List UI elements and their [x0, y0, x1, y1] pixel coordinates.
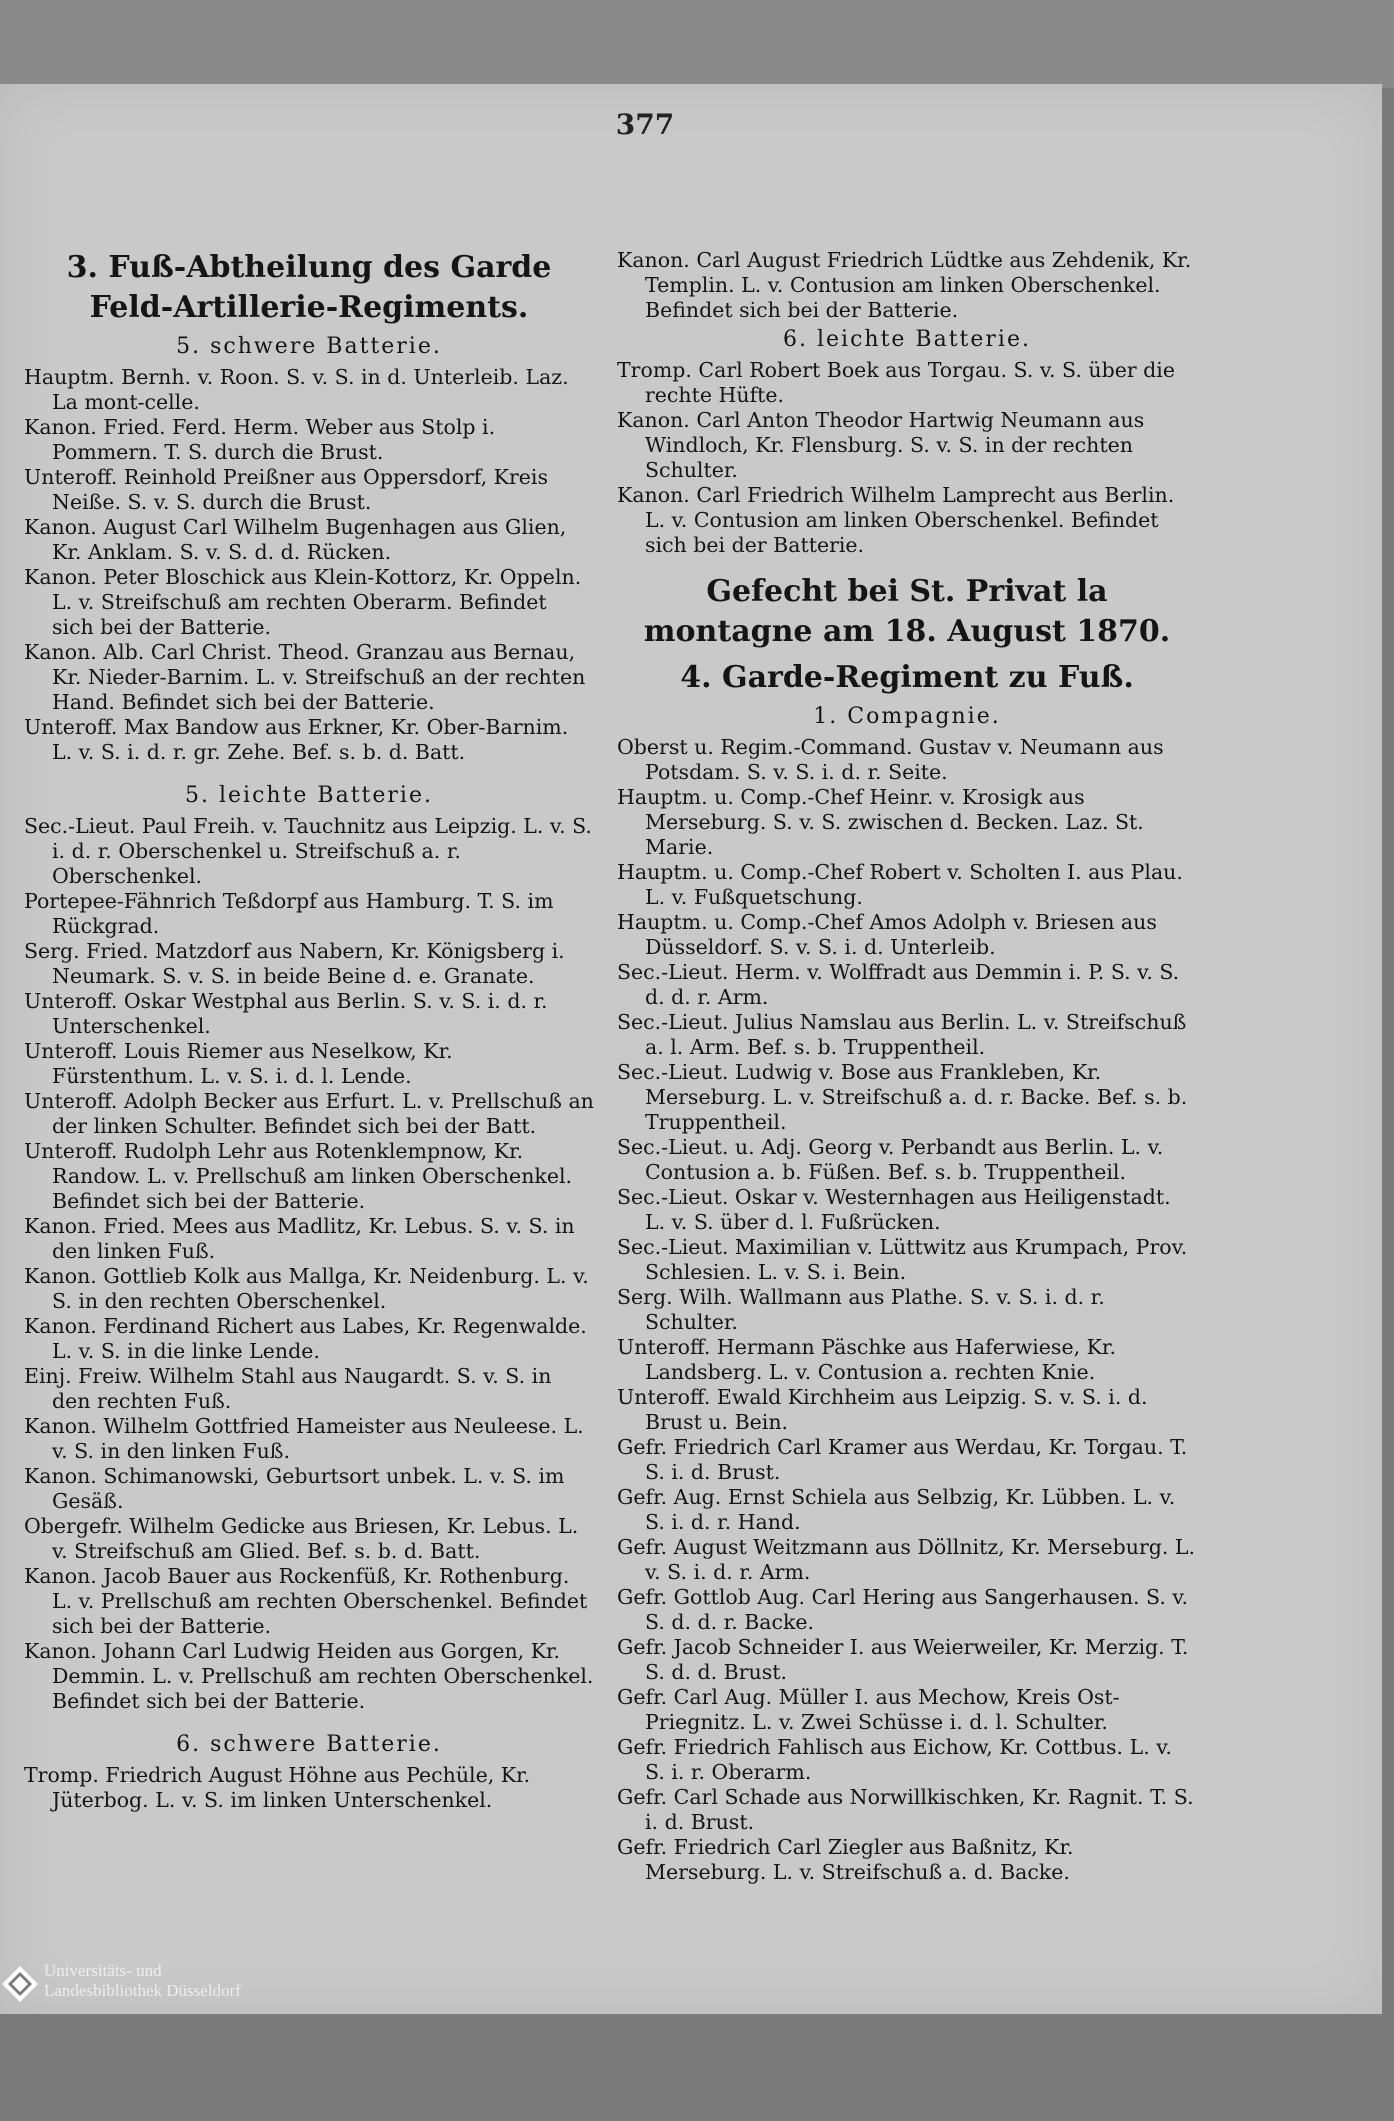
casualty-entry: Gefr. Jacob Schneider I. aus Weierweiler, Kr. Merzig. T. S. d. d. Brust. [617, 1635, 1189, 1684]
right-column [617, 248, 1197, 1885]
casualty-entry: Gefr. Aug. Ernst Schiela aus Selbzig, Kr. Lübben. L. v. S. i. d. r. Hand. [617, 1485, 1176, 1534]
casualty-entry: Portepee-Fähnrich Teßdorpf aus Hamburg. T. S. im Rückgrad. [24, 889, 554, 938]
casualty-entry: Kanon. August Carl Wilhelm Bugenhagen aus Glien, Kr. Anklam. S. v. S. d. d. Rücken. [24, 515, 567, 564]
company-title: 1. Compagnie. [813, 704, 1001, 729]
page-number: 377 [615, 108, 675, 141]
casualty-entry: Unteroff. Reinhold Preißner aus Oppersdorf, Kreis Neiße. S. v. S. durch die Brust. [24, 465, 548, 514]
casualty-entry: Hauptm. Bernh. v. Roon. S. v. S. in d. Unterleib. Laz. La mont-celle. [24, 365, 569, 414]
section-title: 5. schwere Batterie. [176, 334, 442, 359]
casualty-entry: Unteroff. Oskar Westphal aus Berlin. S. v. S. i. d. r. Unterschenkel. [24, 989, 548, 1038]
casualty-entry: Serg. Fried. Matzdorf aus Nabern, Kr. Königsberg i. Neumark. S. v. S. in beide Beine d. e. Granate. [24, 939, 565, 988]
casualty-entry: Sec.-Lieut. Paul Freih. v. Tauchnitz aus Leipzig. L. v. S. i. d. r. Oberschenkel u. Streifschuß a. r. Oberschenkel. [24, 814, 592, 888]
casualty-entry: Gefr. August Weitzmann aus Döllnitz, Kr. Merseburg. L. v. S. i. d. r. Arm. [617, 1535, 1196, 1584]
casualty-entry: Kanon. Jacob Bauer aus Rockenfüß, Kr. Rothenburg. L. v. Prellschuß am rechten Oberschenkel. Befindet sich bei der Batterie. [24, 1564, 588, 1638]
casualty-entry: Kanon. Schimanowski, Geburtsort unbek. L. v. S. im Gesäß. [24, 1464, 565, 1513]
casualty-entry: Kanon. Fried. Ferd. Herm. Weber aus Stolp i. Pommern. T. S. durch die Brust. [24, 415, 496, 464]
casualty-entry: Sec.-Lieut. u. Adj. Georg v. Perbandt aus Berlin. L. v. Contusion a. b. Füßen. Bef. s. b. Truppentheil. [617, 1135, 1164, 1184]
casualty-entry: Gefr. Carl Aug. Müller I. aus Mechow, Kreis Ost-Priegnitz. L. v. Zwei Schüsse i. d. l. Schulter. [617, 1685, 1120, 1734]
scan-background-top [0, 0, 1394, 88]
casualty-entry: Gefr. Carl Schade aus Norwillkischken, Kr. Ragnit. T. S. i. d. Brust. [617, 1785, 1194, 1834]
section-title: 6. leichte Batterie. [783, 327, 1031, 352]
section-title: 5. leichte Batterie. [185, 783, 433, 808]
casualty-entry: Tromp. Friedrich August Höhne aus Pechüle, Kr. Jüterbog. L. v. S. im linken Unterschenkel. [24, 1763, 531, 1812]
casualty-entry: Hauptm. u. Comp.-Chef Amos Adolph v. Briesen aus Düsseldorf. S. v. S. i. d. Unterleib. [617, 910, 1157, 959]
battle-heading: Gefecht bei St. Privat la montagne am 18. August 1870. [643, 574, 1171, 649]
casualty-entry: Kanon. Wilhelm Gottfried Hameister aus Neuleese. L. v. S. in den linken Fuß. [24, 1414, 584, 1463]
casualty-entry: Kanon. Ferdinand Richert aus Labes, Kr. Regenwalde. L. v. S. in die linke Lende. [24, 1314, 587, 1363]
library-logo-icon [0, 1960, 40, 2004]
casualty-entry: Sec.-Lieut. Maximilian v. Lüttwitz aus Krumpach, Prov. Schlesien. L. v. S. i. Bein. [617, 1235, 1188, 1284]
casualty-entry: Serg. Wilh. Wallmann aus Plathe. S. v. S. i. d. r. Schulter. [617, 1285, 1105, 1334]
casualty-entry: Tromp. Carl Robert Boek aus Torgau. S. v. S. über die rechte Hüfte. [617, 358, 1175, 407]
left-column [24, 248, 594, 1813]
section-title: 6. schwere Batterie. [176, 1732, 442, 1757]
casualty-entry: Unteroff. Louis Riemer aus Neselkow, Kr. Fürstenthum. L. v. S. i. d. l. Lende. [24, 1039, 453, 1088]
casualty-entry: Kanon. Johann Carl Ludwig Heiden aus Gorgen, Kr. Demmin. L. v. Prellschuß am rechten Oberschenkel. Befindet sich bei der Batterie. [24, 1639, 594, 1713]
casualty-entry: Einj. Freiw. Wilhelm Stahl aus Naugardt. S. v. S. in den rechten Fuß. [24, 1364, 552, 1413]
left-heading: 3. Fuß-Abtheilung des Garde Feld-Artillerie-Regiments. [66, 250, 552, 325]
section-gap [24, 1714, 594, 1728]
casualty-entry: Kanon. Carl Friedrich Wilhelm Lamprecht aus Berlin. L. v. Contusion am linken Oberschenkel. Befindet sich bei der Batterie. [617, 483, 1175, 557]
library-credit-line2: Landesbibliothek Düsseldorf [44, 1981, 241, 2000]
casualty-entry: Sec.-Lieut. Julius Namslau aus Berlin. L. v. Streifschuß a. l. Arm. Bef. s. b. Truppentheil. [617, 1010, 1187, 1059]
casualty-entry: Hauptm. u. Comp.-Chef Robert v. Scholten I. aus Plau. L. v. Fußquetschung. [617, 860, 1183, 909]
casualty-entry: Kanon. Gottlieb Kolk aus Mallga, Kr. Neidenburg. L. v. S. in den rechten Oberschenkel. [24, 1264, 589, 1313]
casualty-entry: Hauptm. u. Comp.-Chef Heinr. v. Krosigk aus Merseburg. S. v. S. zwischen d. Becken. Laz. St. Marie. [617, 785, 1144, 859]
regiment-heading: 4. Garde-Regiment zu Fuß. [680, 660, 1134, 695]
casualty-entry: Kanon. Fried. Mees aus Madlitz, Kr. Lebus. S. v. S. in den linken Fuß. [24, 1214, 575, 1263]
casualty-entry: Sec.-Lieut. Oskar v. Westernhagen aus Heiligenstadt. L. v. S. über d. l. Fußrücken. [617, 1185, 1171, 1234]
section-gap [617, 558, 1197, 572]
casualty-entry: Unteroff. Hermann Päschke aus Haferwiese, Kr. Landsberg. L. v. Contusion a. rechten Knie. [617, 1335, 1116, 1384]
casualty-entry: Unteroff. Ewald Kirchheim aus Leipzig. S. v. S. i. d. Brust u. Bein. [617, 1385, 1148, 1434]
casualty-entry: Unteroff. Max Bandow aus Erkner, Kr. Ober-Barnim. L. v. S. i. d. r. gr. Zehe. Bef. s. b. d. Batt. [24, 715, 569, 764]
casualty-entry: Oberst u. Regim.-Command. Gustav v. Neumann aus Potsdam. S. v. S. i. d. r. Seite. [617, 735, 1164, 784]
casualty-entry: Kanon. Carl Anton Theodor Hartwig Neumann aus Windloch, Kr. Flensburg. S. v. S. in der rechten Schulter. [617, 408, 1145, 482]
casualty-entry: Unteroff. Rudolph Lehr aus Rotenklempnow, Kr. Randow. L. v. Prellschuß am linken Oberschenkel. Befindet sich bei der Batterie. [24, 1139, 573, 1213]
casualty-entry: Kanon. Peter Bloschick aus Klein-Kottorz, Kr. Oppeln. L. v. Streifschuß am rechten Oberarm. Befindet sich bei der Batterie. [24, 565, 582, 639]
casualty-entry: Gefr. Gottlob Aug. Carl Hering aus Sangerhausen. S. v. S. d. d. r. Backe. [617, 1585, 1189, 1634]
section-gap [24, 765, 594, 779]
library-credit [44, 1961, 241, 2001]
casualty-entry: Sec.-Lieut. Ludwig v. Bose aus Frankleben, Kr. Merseburg. L. v. Streifschuß a. d. r. Backe. Bef. s. b. Truppentheil. [617, 1060, 1188, 1134]
casualty-entry: Obergefr. Wilhelm Gedicke aus Briesen, Kr. Lebus. L. v. Streifschuß am Glied. Bef. s. b. d. Batt. [24, 1514, 579, 1563]
casualty-entry: Gefr. Friedrich Carl Kramer aus Werdau, Kr. Torgau. T. S. i. d. Brust. [617, 1435, 1188, 1484]
library-credit-line1: Universitäts- und [44, 1961, 162, 1980]
casualty-entry: Kanon. Alb. Carl Christ. Theod. Granzau aus Bernau, Kr. Nieder-Barnim. L. v. Streifschuß an der rechten Hand. Befindet sich bei der Batterie. [24, 640, 586, 714]
casualty-entry: Gefr. Friedrich Carl Ziegler aus Baßnitz, Kr. Merseburg. L. v. Streifschuß a. d. Backe. [617, 1835, 1074, 1884]
casualty-entry: Gefr. Friedrich Fahlisch aus Eichow, Kr. Cottbus. L. v. S. i. r. Oberarm. [617, 1735, 1172, 1784]
casualty-entry: Kanon. Carl August Friedrich Lüdtke aus Zehdenik, Kr. Templin. L. v. Contusion am linken Oberschenkel. Befindet sich bei der Batterie. [617, 248, 1192, 322]
casualty-entry: Unteroff. Adolph Becker aus Erfurt. L. v. Prellschuß an der linken Schulter. Befindet sich bei der Batt. [24, 1089, 594, 1138]
casualty-entry: Sec.-Lieut. Herm. v. Wolffradt aus Demmin i. P. S. v. S. d. d. r. Arm. [617, 960, 1180, 1009]
